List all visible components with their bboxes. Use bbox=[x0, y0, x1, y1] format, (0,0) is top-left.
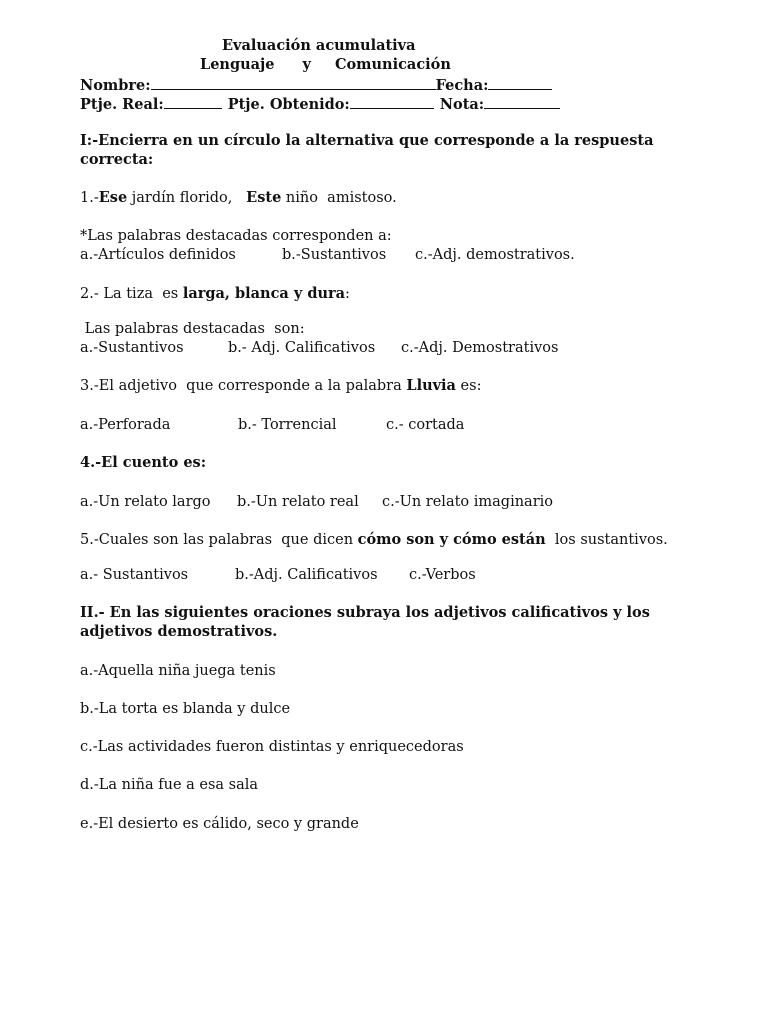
highlighted-word: Ese bbox=[98, 189, 128, 206]
ptje-real-label: Ptje. Real: bbox=[80, 96, 164, 113]
section2-instruction-line1: II.- En las siguientes oraciones subraya los adjetivos calificativos y los bbox=[80, 604, 650, 621]
question-1: 1.-Ese jardín florido, Este niño amistoso. bbox=[80, 189, 397, 206]
question-2-options bbox=[80, 339, 558, 357]
option-c[interactable]: c.-Adj. demostrativos. bbox=[415, 247, 575, 263]
ptje-obtenido-label: Ptje. Obtenido: bbox=[227, 96, 350, 113]
option-b[interactable]: b.-Sustantivos bbox=[282, 247, 387, 263]
nombre-label: Nombre: bbox=[80, 77, 151, 94]
sentence-a: a.-Aquella niña juega tenis bbox=[80, 663, 276, 679]
option-c[interactable]: c.-Verbos bbox=[409, 567, 476, 583]
nombre-field[interactable] bbox=[151, 75, 436, 90]
option-b[interactable]: b.- Torrencial bbox=[238, 417, 337, 433]
subject-part3: Comunicación bbox=[334, 56, 451, 73]
highlighted-word: cómo son y cómo están bbox=[357, 531, 546, 548]
question-5-options bbox=[80, 566, 476, 584]
sentence-d: d.-La niña fue a esa sala bbox=[80, 777, 259, 793]
option-a[interactable]: a.-Sustantivos bbox=[80, 340, 184, 356]
question-2: 2.- La tiza es larga, blanca y dura: bbox=[80, 285, 350, 302]
option-b[interactable]: b.- Adj. Calificativos bbox=[228, 340, 376, 356]
highlighted-word: larga, blanca y dura bbox=[182, 285, 346, 302]
ptje-real-field[interactable] bbox=[164, 94, 222, 109]
sentence-c: c.-Las actividades fueron distintas y enriquecedoras bbox=[80, 739, 464, 755]
question-1-prompt: *Las palabras destacadas corresponden a: bbox=[80, 228, 392, 244]
subject-part2: y bbox=[302, 56, 311, 73]
question-3-options bbox=[80, 416, 464, 434]
option-a[interactable]: a.-Perforada bbox=[80, 417, 171, 433]
section2-instruction-line2: adjetivos demostrativos. bbox=[80, 623, 278, 640]
question-4: 4.-El cuento es: bbox=[80, 454, 207, 471]
score-row bbox=[80, 94, 560, 114]
highlighted-word: Lluvia bbox=[406, 377, 456, 394]
question-1-options bbox=[80, 246, 575, 264]
section1-instruction-line1: I:-Encierra en un círculo la alternativa que corresponde a la respuesta bbox=[80, 132, 654, 149]
name-date-row bbox=[80, 75, 552, 95]
fecha-label: Fecha: bbox=[435, 77, 489, 94]
option-c[interactable]: c.-Un relato imaginario bbox=[382, 494, 553, 510]
question-3: 3.-El adjetivo que corresponde a la palabra Lluvia es: bbox=[80, 377, 482, 394]
option-a[interactable]: a.- Sustantivos bbox=[80, 567, 189, 583]
section1-instruction-line2: correcta: bbox=[80, 151, 154, 168]
question-4-options bbox=[80, 493, 553, 511]
option-a[interactable]: a.-Artículos definidos bbox=[80, 247, 236, 263]
subject-line bbox=[200, 56, 451, 74]
sentence-e: e.-El desierto es cálido, seco y grande bbox=[80, 816, 359, 832]
option-b[interactable]: b.-Un relato real bbox=[237, 494, 359, 510]
subject-part1: Lenguaje bbox=[200, 56, 275, 73]
page-title: Evaluación acumulativa bbox=[222, 37, 416, 54]
fecha-field[interactable] bbox=[488, 75, 552, 90]
option-c[interactable]: c.- cortada bbox=[386, 417, 465, 433]
ptje-obtenido-field[interactable] bbox=[350, 94, 434, 109]
option-c[interactable]: c.-Adj. Demostrativos bbox=[401, 340, 559, 356]
option-b[interactable]: b.-Adj. Calificativos bbox=[235, 567, 378, 583]
highlighted-word: Este bbox=[246, 189, 282, 206]
sentence-b: b.-La torta es blanda y dulce bbox=[80, 701, 291, 717]
option-a[interactable]: a.-Un relato largo bbox=[80, 494, 211, 510]
question-5: 5.-Cuales son las palabras que dicen cómo son y cómo están los sustantivos. bbox=[80, 531, 668, 548]
nota-field[interactable] bbox=[484, 94, 560, 109]
question-2-prompt: Las palabras destacadas son: bbox=[80, 321, 305, 337]
nota-label: Nota: bbox=[439, 96, 485, 113]
